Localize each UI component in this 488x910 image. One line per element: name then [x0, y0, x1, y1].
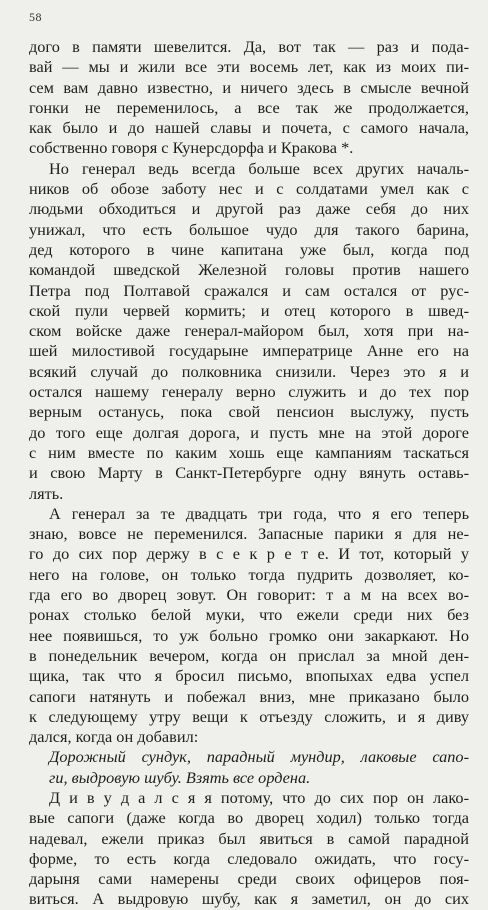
text-line: Но генерал ведь всегда больше всех других началь-	[49, 158, 469, 178]
text-line: Дорожный сундук, парадный мундир, лаковые сапо-	[49, 747, 469, 767]
text-line: надевал, ежели приказ был явиться в самой парадной	[29, 828, 469, 848]
text-line: сапоги натянуть и побежал вниз, мне приказано было	[29, 686, 469, 706]
text-line: верным останусь, пока свой пенсион выслужу, пусть	[29, 402, 469, 422]
text-line: дого в памяти шевелится. Да, вот так — раз и пода-	[29, 37, 469, 56]
text-line: собственно говоря с Кунерсдорфа и Кракова *.	[29, 138, 354, 158]
text-line: нее появишься, то уж больно громко они закаркают. Но	[29, 625, 469, 645]
text-line: дарыня сами намерены среди своих офицеров поя-	[29, 869, 469, 889]
text-line: щика, так что я бросил письмо, впопыхах едва успел	[29, 666, 469, 686]
text-line: него на голове, он только тогда пудрить дозволяет, ко-	[29, 564, 469, 584]
text-line: остался нашему генералу верно служить и до тех пор	[29, 382, 469, 402]
text-line: вай — мы и жили все эти восемь лет, как из моих пи-	[29, 57, 469, 77]
text-line: как было и до нашей славы и почета, с самого начала,	[29, 118, 469, 138]
text-line: всякий случай до полковника снизили. Через это я и	[29, 361, 469, 381]
text-line: виться. А выдровую шубу, как я заметил, он до сих	[29, 889, 469, 909]
text-line: ском войске даже генерал-майором был, хотя при на-	[29, 321, 469, 341]
text-line: вые сапоги (даже когда во дворец ходил) только тогда	[29, 808, 469, 828]
text-line: дался, когда он добавил:	[29, 727, 199, 747]
body-text	[29, 37, 469, 910]
page-number: 58	[29, 10, 42, 24]
text-line: командой шведской Железной головы против нашего	[29, 260, 469, 280]
text-line: А генерал за те двадцать три года, что я его теперь	[49, 503, 469, 523]
text-line: ги, выдровую шубу. Взять все ордена.	[49, 767, 311, 787]
text-line: знаю, вовсе не переменился. Запасные парики я для не-	[29, 524, 469, 544]
text-line: Д и в у д а л с я я потому, что до сих пор он лако-	[49, 787, 469, 807]
text-line: сем вам давно известно, и ничего здесь в смысле вечной	[29, 77, 469, 97]
text-line: с ним вместе по каким хошь еще кампаниям таскаться	[29, 442, 469, 462]
text-line: гда его во дворец зовут. Он говорит: т а м на всех во-	[29, 585, 469, 605]
text-line: к следующему утру вещи к отъезду сложить, и я диву	[29, 706, 469, 726]
text-line: ников об обозе заботу нес и с солдатами умел как с	[29, 179, 469, 199]
text-line: и свою Марту в Санкт-Петербурге одну вянуть оставь-	[29, 463, 469, 483]
text-line: ской пули червей кормить; и отец которого в швед-	[29, 300, 469, 320]
text-line: го до сих пор держу в с е к р е т е. И тот, который у	[29, 544, 469, 564]
text-line: дед которого в чине капитана уже был, когда под	[29, 239, 469, 259]
text-line: гонки не переменилось, а все так же продолжается,	[29, 97, 469, 117]
text-line: людьми обходиться и другой раз даже себя до них	[29, 199, 469, 219]
text-line: унижал, что есть большое чудо для такого барина,	[29, 219, 469, 239]
text-line: до того еще долгая дорога, и пусть мне на этой дороге	[29, 422, 469, 442]
text-line: лять.	[29, 483, 64, 503]
text-line: Петра под Полтавой сражался и сам остался от рус-	[29, 280, 469, 300]
text-line: шей милостивой государыне императрице Анне его на	[29, 341, 469, 361]
text-line: форме, то есть когда следовало ожидать, что госу-	[29, 848, 469, 868]
text-line: в понедельник вечером, когда он прислал за мной ден-	[29, 645, 469, 665]
text-line: ронах столько белой муки, что ежели среди них без	[29, 605, 469, 625]
